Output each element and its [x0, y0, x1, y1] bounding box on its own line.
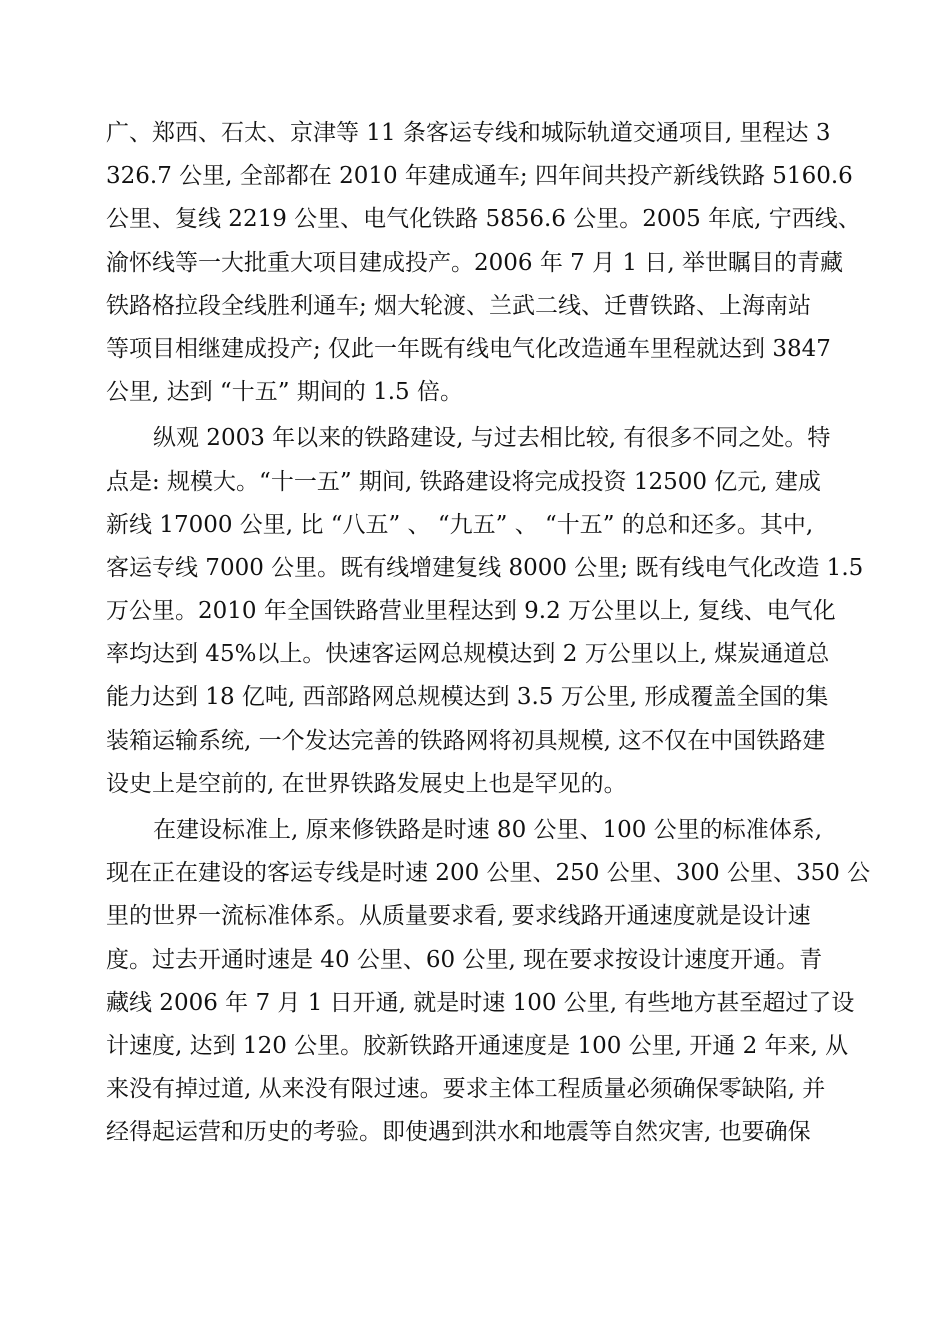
text-line: 计速度, 达到 120 公里。胶新铁路开通速度是 100 公里, 开通 2 年来, 从 — [106, 1032, 849, 1059]
paragraph-3 — [106, 809, 871, 1155]
text-line: 来没有掉过道, 从来没有限过速。要求主体工程质量必须确保零缺陷, 并 — [106, 1076, 826, 1103]
text-line: 设史上是空前的, 在世界铁路发展史上也是罕见的。 — [106, 770, 627, 797]
text-line: 公里, 达到 “十五” 期间的 1.5 倍。 — [106, 379, 463, 406]
text-line: 装箱运输系统, 一个发达完善的铁路网将初具规模, 这不仅在中国铁路建 — [106, 727, 826, 754]
text-line: 渝怀线等一大批重大项目建成投产。2006 年 7 月 1 日, 举世瞩目的青藏 — [106, 249, 843, 276]
text-line: 等项目相继建成投产; 仅此一年既有线电气化改造通车里程就达到 3847 — [106, 335, 831, 362]
text-line: 里的世界一流标准体系。从质量要求看, 要求线路开通速度就是设计速 — [106, 903, 811, 930]
text-line: 率均达到 45%以上。快速客运网总规模达到 2 万公里以上, 煤炭通道总 — [106, 641, 830, 668]
paragraph-2 — [106, 417, 864, 806]
text-line: 广、郑西、石太、京津等 11 条客运专线和城际轨道交通项目, 里程达 3 — [106, 120, 831, 146]
text-line: 326.7 公里, 全部都在 2010 年建成通车; 四年间共投产新线铁路 5160.6 — [106, 163, 853, 190]
text-line: 度。过去开通时速是 40 公里、60 公里, 现在要求按设计速度开通。青 — [106, 946, 823, 973]
text-line: 万公里。2010 年全国铁路营业里程达到 9.2 万公里以上, 复线、电气化 — [106, 598, 836, 625]
text-line: 能力达到 18 亿吨, 西部路网总规模达到 3.5 万公里, 形成覆盖全国的集 — [106, 684, 829, 711]
text-line-first: 纵观 2003 年以来的铁路建设, 与过去相比较, 有很多不同之处。特 — [153, 425, 831, 452]
text-line-first: 在建设标准上, 原来修铁路是时速 80 公里、100 公里的标准体系, — [153, 817, 823, 843]
paragraph-1 — [106, 112, 861, 414]
text-line: 铁路格拉段全线胜利通车; 烟大轮渡、兰武二线、迁曹铁路、上海南站 — [106, 292, 812, 319]
text-line: 点是: 规模大。“十一五” 期间, 铁路建设将完成投资 12500 亿元, 建成 — [106, 468, 821, 495]
document-page — [106, 112, 871, 1155]
text-line: 藏线 2006 年 7 月 1 日开通, 就是时速 100 公里, 有些地方甚至超过了设 — [106, 989, 855, 1016]
text-line: 现在正在建设的客运专线是时速 200 公里、250 公里、300 公里、350 公 — [106, 860, 871, 887]
text-line: 经得起运营和历史的考验。即使遇到洪水和地震等自然灾害, 也要确保 — [106, 1119, 811, 1146]
text-line: 新线 17000 公里, 比 “八五” 、 “九五” 、 “十五” 的总和还多。其中, — [106, 511, 814, 538]
text-line: 公里、复线 2219 公里、电气化铁路 5856.6 公里。2005 年底, 宁西线、 — [106, 206, 861, 233]
text-line: 客运专线 7000 公里。既有线增建复线 8000 公里; 既有线电气化改造 1.5 — [106, 554, 864, 581]
